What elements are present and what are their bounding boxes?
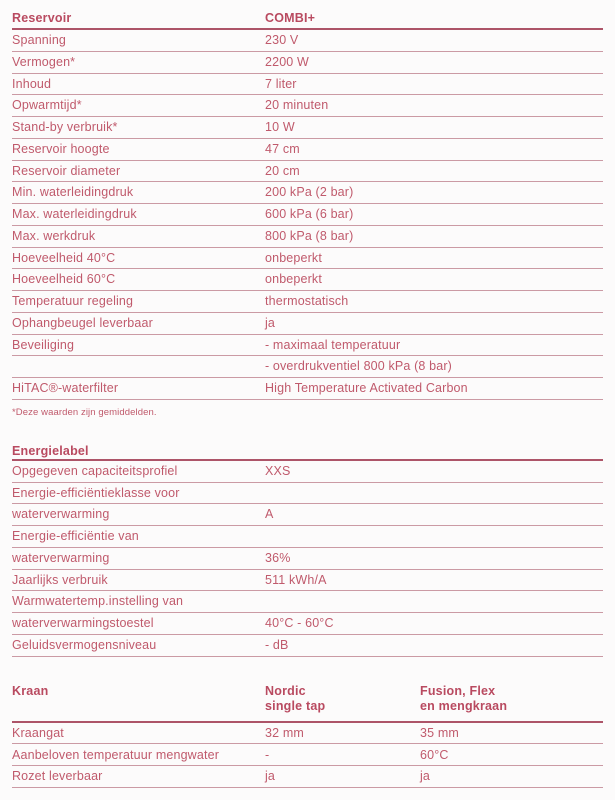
tap-col1-header-line2: single tap bbox=[265, 698, 326, 713]
row-label: Vermogen* bbox=[12, 54, 76, 69]
row-value: 800 kPa (8 bar) bbox=[265, 228, 354, 243]
table-row bbox=[12, 182, 603, 204]
table-row bbox=[12, 161, 603, 183]
row-value: 230 V bbox=[265, 33, 299, 48]
row-value: 20 minuten bbox=[265, 98, 329, 113]
row-label: Opgegeven capaciteitsprofiel bbox=[12, 463, 178, 478]
table-row bbox=[12, 461, 603, 483]
energy-section-title: Energielabel bbox=[12, 444, 89, 458]
table-row bbox=[12, 744, 603, 766]
row-label: Kraangat bbox=[12, 725, 64, 740]
row-label: Rozet leverbaar bbox=[12, 769, 103, 784]
row-value: 47 cm bbox=[265, 141, 300, 156]
reservoir-table-header-row bbox=[12, 8, 603, 30]
row-value: High Temperature Activated Carbon bbox=[265, 381, 468, 396]
tap-col2-header bbox=[420, 684, 603, 714]
row-label: Beveiliging bbox=[12, 337, 75, 352]
table-row bbox=[12, 766, 603, 788]
tap-col1-header bbox=[265, 684, 420, 714]
table-row bbox=[12, 313, 603, 335]
table-row bbox=[12, 335, 603, 357]
row-label: HiTAC®-waterfilter bbox=[12, 381, 119, 396]
table-row bbox=[12, 504, 603, 526]
reservoir-table-rows bbox=[12, 30, 603, 400]
row-label: Aanbeloven temperatuur mengwater bbox=[12, 747, 220, 762]
row-label: Hoeveelheid 40°C bbox=[12, 250, 116, 265]
row-label: Jaarlijks verbruik bbox=[12, 572, 108, 587]
row-value-nordic: ja bbox=[265, 769, 276, 784]
table-row bbox=[12, 291, 603, 313]
row-label: Max. waterleidingdruk bbox=[12, 207, 137, 222]
tap-col2-header-line2: en mengkraan bbox=[420, 698, 508, 713]
table-row bbox=[12, 248, 603, 270]
reservoir-spec-table bbox=[12, 8, 603, 400]
row-value: onbeperkt bbox=[265, 272, 322, 287]
table-row bbox=[12, 613, 603, 635]
row-value: onbeperkt bbox=[265, 250, 322, 265]
table-row bbox=[12, 204, 603, 226]
tap-table bbox=[12, 684, 603, 789]
row-label: waterverwarmingstoestel bbox=[12, 616, 154, 631]
row-label: Opwarmtijd* bbox=[12, 98, 82, 113]
table-row bbox=[12, 356, 603, 378]
reservoir-table-header-value: COMBI+ bbox=[265, 10, 316, 25]
tap-table-header-row bbox=[12, 684, 603, 723]
averages-footnote: *Deze waarden zijn gemiddelden. bbox=[12, 406, 157, 418]
table-row bbox=[12, 483, 603, 505]
table-row bbox=[12, 74, 603, 96]
row-label: Geluidsvermogensniveau bbox=[12, 637, 157, 652]
tap-col2-header-line1: Fusion, Flex bbox=[420, 683, 496, 698]
tap-section-title: Kraan bbox=[12, 683, 49, 698]
tap-col1-header-line1: Nordic bbox=[265, 683, 306, 698]
table-row bbox=[12, 52, 603, 74]
row-value: 20 cm bbox=[265, 163, 300, 178]
row-label: Max. werkdruk bbox=[12, 228, 96, 243]
row-value: XXS bbox=[265, 463, 291, 478]
row-value: ja bbox=[265, 315, 276, 330]
row-value: 10 W bbox=[265, 120, 295, 135]
row-value-nordic: 32 mm bbox=[265, 725, 304, 740]
row-label: Hoeveelheid 60°C bbox=[12, 272, 116, 287]
row-value: 40°C - 60°C bbox=[265, 616, 334, 631]
table-row bbox=[12, 723, 603, 745]
row-value-nordic: - bbox=[265, 747, 270, 762]
row-label: waterverwarming bbox=[12, 550, 110, 565]
table-row bbox=[12, 226, 603, 248]
table-row bbox=[12, 95, 603, 117]
row-value-fusion: 35 mm bbox=[420, 725, 459, 740]
row-value: - maximaal temperatuur bbox=[265, 337, 401, 352]
row-value: A bbox=[265, 507, 274, 522]
row-label: Spanning bbox=[12, 33, 67, 48]
row-value: 7 liter bbox=[265, 76, 297, 91]
row-value-fusion: 60°C bbox=[420, 747, 449, 762]
row-value: 36% bbox=[265, 550, 291, 565]
row-value-fusion: ja bbox=[420, 769, 431, 784]
energy-table-rows bbox=[12, 461, 603, 657]
table-row bbox=[12, 591, 603, 613]
energy-label-table bbox=[12, 444, 603, 657]
table-row bbox=[12, 30, 603, 52]
row-value: 600 kPa (6 bar) bbox=[265, 207, 354, 222]
row-label: Min. waterleidingdruk bbox=[12, 185, 134, 200]
table-row bbox=[12, 526, 603, 548]
row-label: Energie-efficiëntieklasse voor bbox=[12, 485, 180, 500]
row-label: Reservoir diameter bbox=[12, 163, 121, 178]
row-value: - overdrukventiel 800 kPa (8 bar) bbox=[265, 359, 452, 374]
table-row bbox=[12, 269, 603, 291]
row-label: Energie-efficiëntie van bbox=[12, 529, 139, 544]
row-value: - dB bbox=[265, 637, 289, 652]
row-value: 200 kPa (2 bar) bbox=[265, 185, 354, 200]
row-label: Ophangbeugel leverbaar bbox=[12, 315, 153, 330]
tap-table-rows bbox=[12, 723, 603, 789]
table-row bbox=[12, 117, 603, 139]
row-value: 511 kWh/A bbox=[265, 572, 327, 587]
row-label: waterverwarming bbox=[12, 507, 110, 522]
table-row bbox=[12, 570, 603, 592]
table-row bbox=[12, 378, 603, 400]
table-row bbox=[12, 548, 603, 570]
row-label: Stand-by verbruik* bbox=[12, 120, 118, 135]
row-label: Reservoir hoogte bbox=[12, 141, 110, 156]
table-row bbox=[12, 635, 603, 657]
row-value: thermostatisch bbox=[265, 294, 349, 309]
row-label: Temperatuur regeling bbox=[12, 294, 134, 309]
energy-table-header-row bbox=[12, 444, 603, 461]
row-value: 2200 W bbox=[265, 54, 309, 69]
row-label: Warmwatertemp.instelling van bbox=[12, 594, 184, 609]
reservoir-table-header-label: Reservoir bbox=[12, 10, 72, 25]
table-row bbox=[12, 139, 603, 161]
row-label: Inhoud bbox=[12, 76, 52, 91]
